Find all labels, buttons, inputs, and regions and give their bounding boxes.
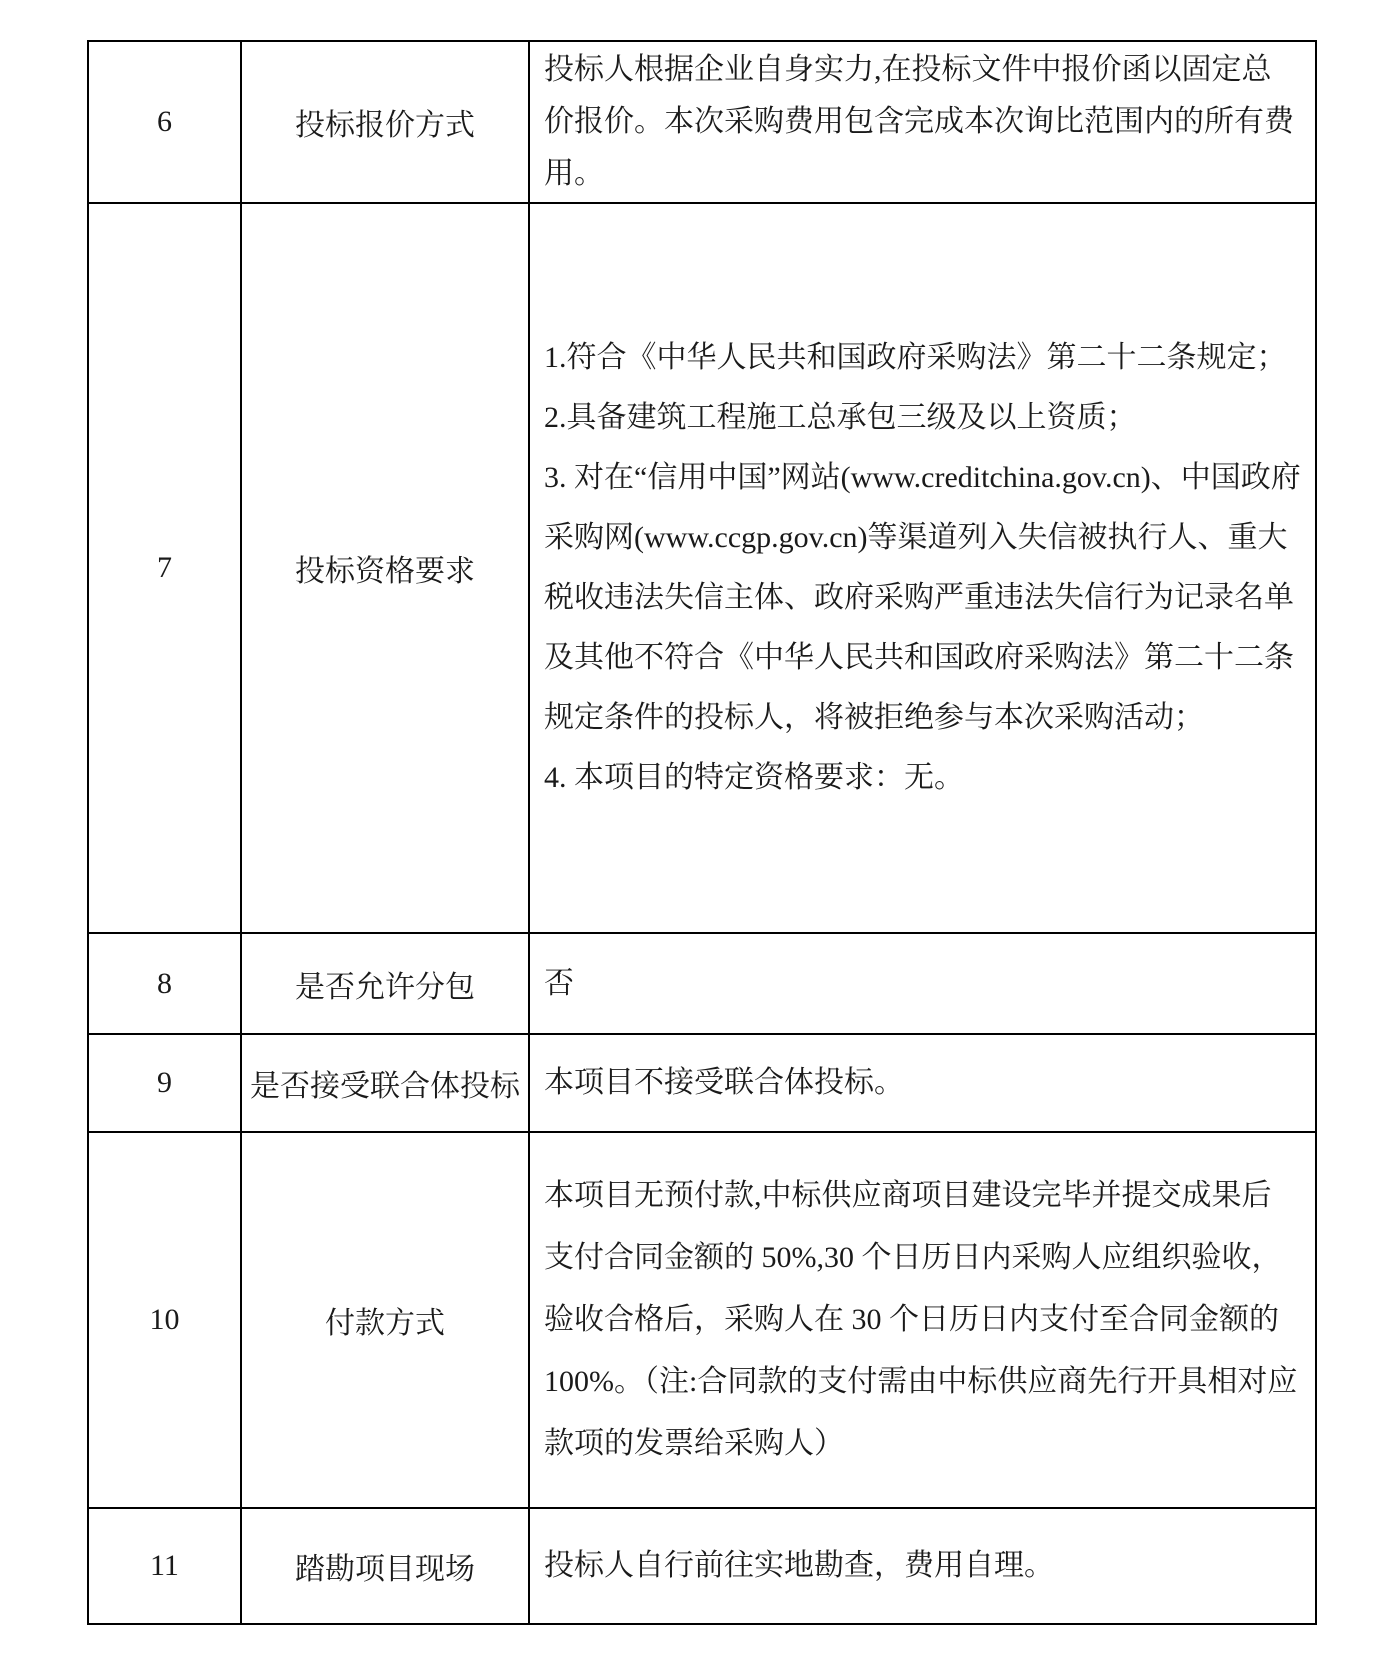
row-11-content	[529, 1508, 1316, 1624]
row-8-paragraph: 否	[544, 966, 574, 1000]
row-11-paragraph: 投标人自行前往实地勘查，费用自理。	[544, 1549, 1054, 1582]
table-row-11	[88, 1508, 1316, 1624]
row-7-paragraph-1: 1.符合《中华人民共和国政府采购法》第二十二条规定；	[544, 341, 1287, 374]
table-row-7	[88, 203, 1316, 933]
row-6-number: 6	[88, 41, 241, 203]
row-11-label: 踏勘项目现场	[241, 1508, 529, 1624]
tender-info-table	[87, 40, 1317, 1625]
table-row-10	[88, 1132, 1316, 1508]
table-row-8	[88, 933, 1316, 1034]
row-10-number: 10	[88, 1132, 241, 1508]
row-7-paragraph-4: 4. 本项目的特定资格要求：无。	[544, 761, 964, 794]
table-row-9	[88, 1034, 1316, 1132]
row-11-number: 11	[88, 1508, 241, 1624]
row-7-label: 投标资格要求	[241, 203, 529, 933]
row-6-paragraph: 投标人根据企业自身实力,在投标文件中报价函以固定总价报价。本次采购费用包含完成本次询比范围内的所有费用。	[544, 53, 1294, 190]
row-7-paragraph-2: 2.具备建筑工程施工总承包三级及以上资质；	[544, 401, 1137, 434]
row-7-number: 7	[88, 203, 241, 933]
row-10-content	[529, 1132, 1316, 1508]
row-6-content	[529, 41, 1316, 203]
row-9-content	[529, 1034, 1316, 1132]
row-10-label: 付款方式	[241, 1132, 529, 1508]
row-7-paragraph-3: 3. 对在“信用中国”网站(www.creditchina.gov.cn)、中国政府采购网(www.ccgp.gov.cn)等渠道列入失信被执行人、重大税收违法失信主体、政府采购严重违法失信行为记录名单及其他不符合《中华人民共和国政府采购法》第二十二条规定条件的投标人，将被拒绝参与本次采购活动；	[544, 461, 1301, 734]
row-8-label: 是否允许分包	[241, 933, 529, 1034]
table-row-6	[88, 41, 1316, 203]
row-6-label: 投标报价方式	[241, 41, 529, 203]
row-10-paragraph: 本项目无预付款,中标供应商项目建设完毕并提交成果后支付合同金额的 50%,30 个日历日内采购人应组织验收，验收合格后，采购人在 30 个日历日内支付至合同金额的 100%。（注:合同款的支付需由中标供应商先行开具相对应款项的发票给采购人）	[544, 1179, 1298, 1460]
row-9-number: 9	[88, 1034, 241, 1132]
row-9-paragraph: 本项目不接受联合体投标。	[544, 1066, 904, 1099]
row-8-number: 8	[88, 933, 241, 1034]
row-9-label: 是否接受联合体投标	[241, 1034, 529, 1132]
row-7-content	[529, 203, 1316, 933]
row-8-content	[529, 933, 1316, 1034]
